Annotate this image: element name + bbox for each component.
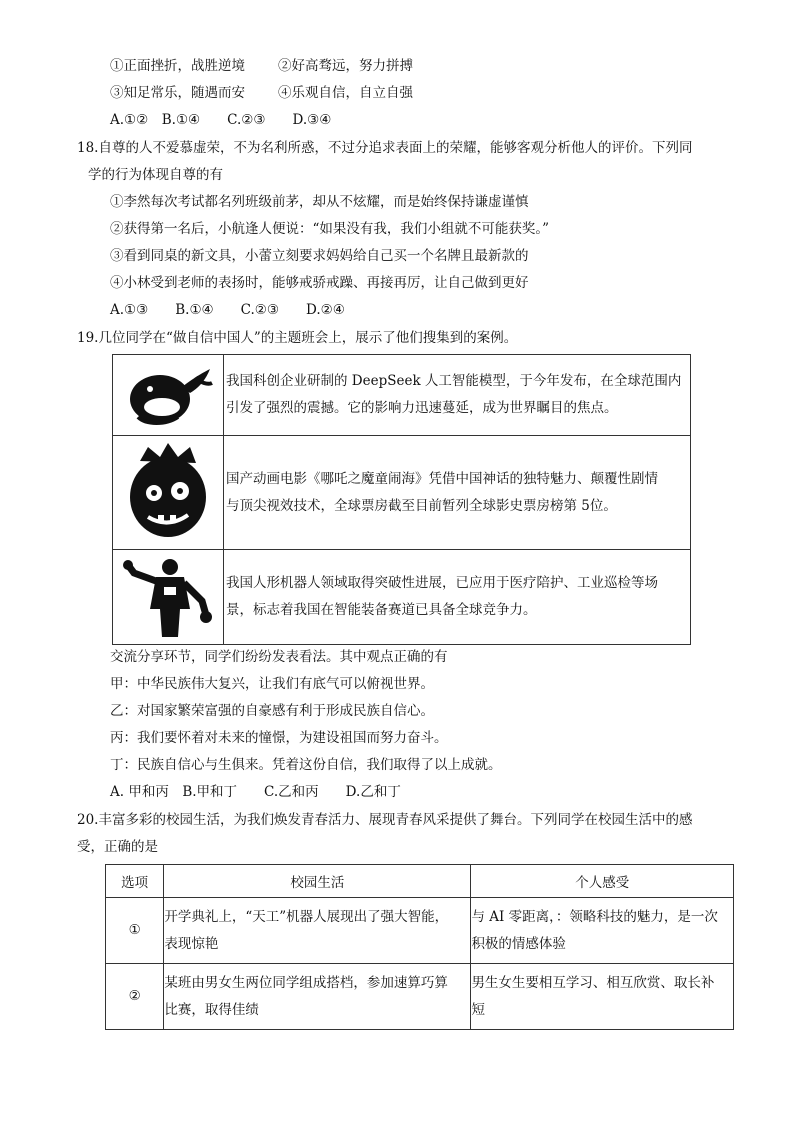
q19-case1-line1: 我国科创企业研制的 DeepSeek 人工智能模型，于今年发布，在全球范围内 bbox=[226, 373, 682, 389]
q20-stem-line2: 受，正确的是 bbox=[77, 839, 158, 855]
q19-view-jia: 甲：中华民族伟大复兴，让我们有底气可以俯视世界。 bbox=[110, 676, 434, 692]
q19-case3-line1: 我国人形机器人领域取得突破性进展，已应用于医疗陪护、工业巡检等场 bbox=[226, 575, 658, 591]
q20-row1-life bbox=[164, 898, 471, 964]
q20-row2-life-line2: 比赛，取得佳绩 bbox=[164, 1001, 259, 1018]
q19-view-ding: 丁：民族自信心与生俱来。凭着这份自信，我们取得了以上成就。 bbox=[110, 757, 502, 773]
q17-choices: A.①② B.①④ C.②③ D.③④ bbox=[110, 112, 332, 128]
table-row bbox=[106, 964, 734, 1030]
humanoid-robot-icon bbox=[120, 553, 216, 641]
q18-item-4: ④小林受到老师的表扬时，能够戒骄戒躁、再接再厉，让自己做到更好 bbox=[110, 275, 529, 291]
q19-discussion: 交流分享环节，同学们纷纷发表看法。其中观点正确的有 bbox=[110, 649, 448, 665]
q19-view-bing: 丙：我们要怀着对未来的憧憬，为建设祖国而努力奋斗。 bbox=[110, 730, 448, 746]
q17-option-2: ②好高骛远，努力拼搏 bbox=[278, 58, 413, 74]
q17-option-4: ④乐观自信，自立自强 bbox=[278, 85, 413, 101]
q19-case-image-cell bbox=[113, 355, 224, 436]
q18-stem-line2: 学的行为体现自尊的有 bbox=[88, 167, 223, 183]
q19-case-row bbox=[113, 550, 691, 645]
q19-case3-line2: 景，标志着我国在智能装备赛道已具备全球竞争力。 bbox=[226, 602, 537, 618]
q17-option-1: ①正面挫折，战胜逆境 bbox=[110, 58, 245, 74]
q18-item-1: ①李然每次考试都名列班级前茅，却从不炫耀，而是始终保持谦虚谨慎 bbox=[110, 194, 529, 210]
q20-header-option: 选项 bbox=[106, 865, 164, 898]
q20-row1-option: ① bbox=[106, 898, 164, 964]
q20-row1-life-line1: 开学典礼上，“天工”机器人展现出了强大智能， bbox=[164, 908, 449, 925]
q19-view-yi: 乙：对国家繁荣富强的自豪感有利于形成民族自信心。 bbox=[110, 703, 434, 719]
whale-logo-icon bbox=[120, 359, 216, 431]
q20-table bbox=[105, 864, 734, 1030]
q20-row1-feel-line2: 积极的情感体验 bbox=[471, 935, 566, 952]
q20-row2-life-line1: 某班由男女生两位同学组成搭档，参加速算巧算 bbox=[164, 974, 448, 991]
q20-row2-feel-line1: 男生女生要相互学习、相互欣赏、取长补 bbox=[471, 974, 715, 991]
q20-row1-feel-line1: 与 AI 零距离，：领略科技的魅力，是一次 bbox=[471, 908, 718, 925]
q20-row2-feel-line2: 短 bbox=[471, 1001, 485, 1018]
q19-case-table bbox=[112, 354, 691, 645]
q20-row1-feeling bbox=[471, 898, 734, 964]
table-row bbox=[106, 898, 734, 964]
q19-case-image-cell bbox=[113, 436, 224, 550]
q19-case-text-cell bbox=[224, 355, 691, 436]
q19-case1-line2: 引发了强烈的震撼。它的影响力迅速蔓延，成为世界瞩目的焦点。 bbox=[226, 400, 618, 416]
nezha-character-icon bbox=[120, 441, 216, 545]
q18-item-3: ③看到同桌的新文具，小蕾立刻要求妈妈给自己买一个名牌且最新款的 bbox=[110, 248, 529, 264]
q19-case2-line2: 与顶尖视效技术，全球票房截至目前暂列全球影史票房榜第 5位。 bbox=[226, 497, 617, 514]
q20-row1-life-line2: 表现惊艳 bbox=[164, 935, 219, 952]
q19-case-row bbox=[113, 355, 691, 436]
q19-case-row bbox=[113, 436, 691, 550]
q19-case2-line1: 国产动画电影《哪吒之魔童闹海》凭借中国神话的独特魅力、颠覆性剧情 bbox=[226, 470, 658, 487]
q19-choices: A. 甲和丙 B.甲和丁 C.乙和丙 D.乙和丁 bbox=[110, 784, 401, 800]
q19-case-text-cell bbox=[224, 550, 691, 645]
q18-stem-line1: 18.自尊的人不爱慕虚荣，不为名利所惑，不过分追求表面上的荣耀，能够客观分析他人的评价。下列同 bbox=[77, 140, 693, 156]
q20-row2-feeling bbox=[471, 964, 734, 1030]
q20-row2-option: ② bbox=[106, 964, 164, 1030]
q20-header-row bbox=[106, 865, 734, 898]
q19-case-image-cell bbox=[113, 550, 224, 645]
q19-stem: 19.几位同学在“做自信中国人”的主题班会上，展示了他们搜集到的案例。 bbox=[77, 330, 518, 346]
q20-stem-line1: 20.丰富多彩的校园生活，为我们焕发青春活力、展现青春风采提供了舞台。下列同学在校园生活中的感 bbox=[77, 812, 693, 828]
q17-option-3: ③知足常乐，随遇而安 bbox=[110, 85, 245, 101]
q18-item-2: ②获得第一名后，小航逢人便说：“如果没有我，我们小组就不可能获奖。” bbox=[110, 221, 550, 237]
q20-row2-life bbox=[164, 964, 471, 1030]
q18-choices: A.①③ B.①④ C.②③ D.②④ bbox=[110, 302, 345, 318]
q20-header-life: 校园生活 bbox=[164, 865, 471, 898]
q20-header-feeling: 个人感受 bbox=[471, 865, 734, 898]
q19-case-text-cell bbox=[224, 436, 691, 550]
